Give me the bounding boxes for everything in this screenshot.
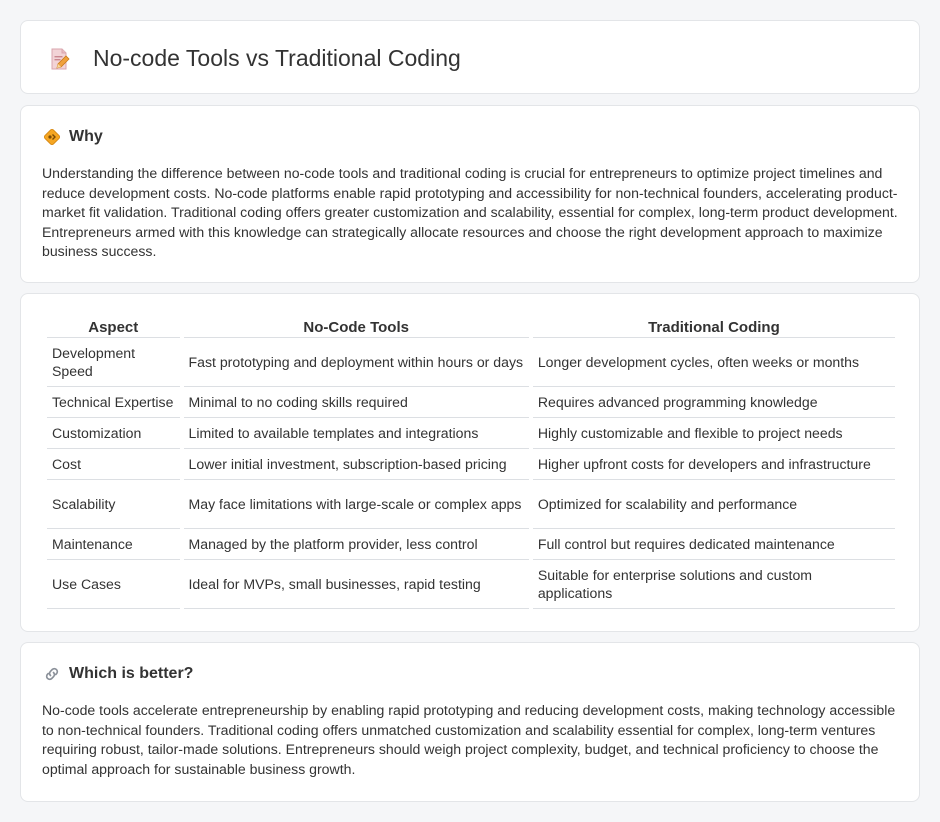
table-cell: Managed by the platform provider, less control bbox=[184, 529, 529, 560]
why-body: Understanding the difference between no-code tools and traditional coding is crucial for entrepreneurs to optimize project timelines and reduce development costs. No-code platforms enable rapid prototyping and accessibility for non-technical founders, accelerating product-market fit validation. Traditional coding offers greater customization and scalability, essential for complex, long-term product development. Entrepreneurs armed with this knowledge can strategically allocate resources and choose the right development approach to maximize business success. bbox=[42, 165, 898, 260]
header-card bbox=[20, 20, 920, 94]
table-row bbox=[47, 449, 895, 480]
table-row bbox=[47, 480, 895, 529]
table-row bbox=[47, 338, 895, 387]
document-pencil-icon bbox=[47, 47, 71, 71]
table-cell: Ideal for MVPs, small businesses, rapid testing bbox=[184, 560, 529, 609]
better-body: No-code tools accelerate entrepreneurship by enabling rapid prototyping and reducing development costs, making technology accessible to non-technical founders. Traditional coding offers unmatched customization and scalability essential for complex, long-term ventures requiring robust, tailor-made solutions. Entrepreneurs should weigh project complexity, budget, and technical proficiency to choose the optimal approach for sustainable business growth. bbox=[42, 702, 896, 777]
table-row bbox=[47, 387, 895, 418]
table-cell: Technical Expertise bbox=[47, 387, 180, 418]
table-row bbox=[47, 560, 895, 609]
table-cell: Minimal to no coding skills required bbox=[184, 387, 529, 418]
table-cell: Lower initial investment, subscription-based pricing bbox=[184, 449, 529, 480]
diamond-sign-icon bbox=[43, 128, 61, 146]
table-cell: Longer development cycles, often weeks or months bbox=[533, 338, 895, 387]
comparison-table bbox=[43, 314, 899, 609]
column-header-aspect: Aspect bbox=[47, 314, 180, 338]
table-cell: Customization bbox=[47, 418, 180, 449]
table-cell: Full control but requires dedicated maintenance bbox=[533, 529, 895, 560]
table-cell: Optimized for scalability and performance bbox=[533, 480, 895, 529]
table-cell: Limited to available templates and integrations bbox=[184, 418, 529, 449]
table-cell: Fast prototyping and deployment within hours or days bbox=[184, 338, 529, 387]
comparison-table-card bbox=[20, 293, 920, 632]
table-cell: Suitable for enterprise solutions and custom applications bbox=[533, 560, 895, 609]
table-cell: May face limitations with large-scale or complex apps bbox=[184, 480, 529, 529]
better-heading bbox=[43, 665, 193, 683]
table-cell: Maintenance bbox=[47, 529, 180, 560]
why-heading bbox=[43, 128, 103, 146]
column-header-no-code: No-Code Tools bbox=[184, 314, 529, 338]
table-cell: Cost bbox=[47, 449, 180, 480]
table-cell: Use Cases bbox=[47, 560, 180, 609]
table-cell: Requires advanced programming knowledge bbox=[533, 387, 895, 418]
table-row bbox=[47, 529, 895, 560]
why-card bbox=[20, 105, 920, 283]
why-heading-text: Why bbox=[69, 128, 103, 145]
page-title: No-code Tools vs Traditional Coding bbox=[93, 45, 461, 71]
table-row bbox=[47, 418, 895, 449]
column-header-traditional: Traditional Coding bbox=[533, 314, 895, 338]
table-cell: Highly customizable and flexible to project needs bbox=[533, 418, 895, 449]
link-icon bbox=[43, 665, 61, 683]
table-header-row bbox=[47, 314, 895, 338]
better-heading-text: Which is better? bbox=[69, 665, 194, 682]
table-cell: Development Speed bbox=[47, 338, 180, 387]
which-is-better-card bbox=[20, 642, 920, 802]
table-cell: Scalability bbox=[47, 480, 180, 529]
table-cell: Higher upfront costs for developers and infrastructure bbox=[533, 449, 895, 480]
